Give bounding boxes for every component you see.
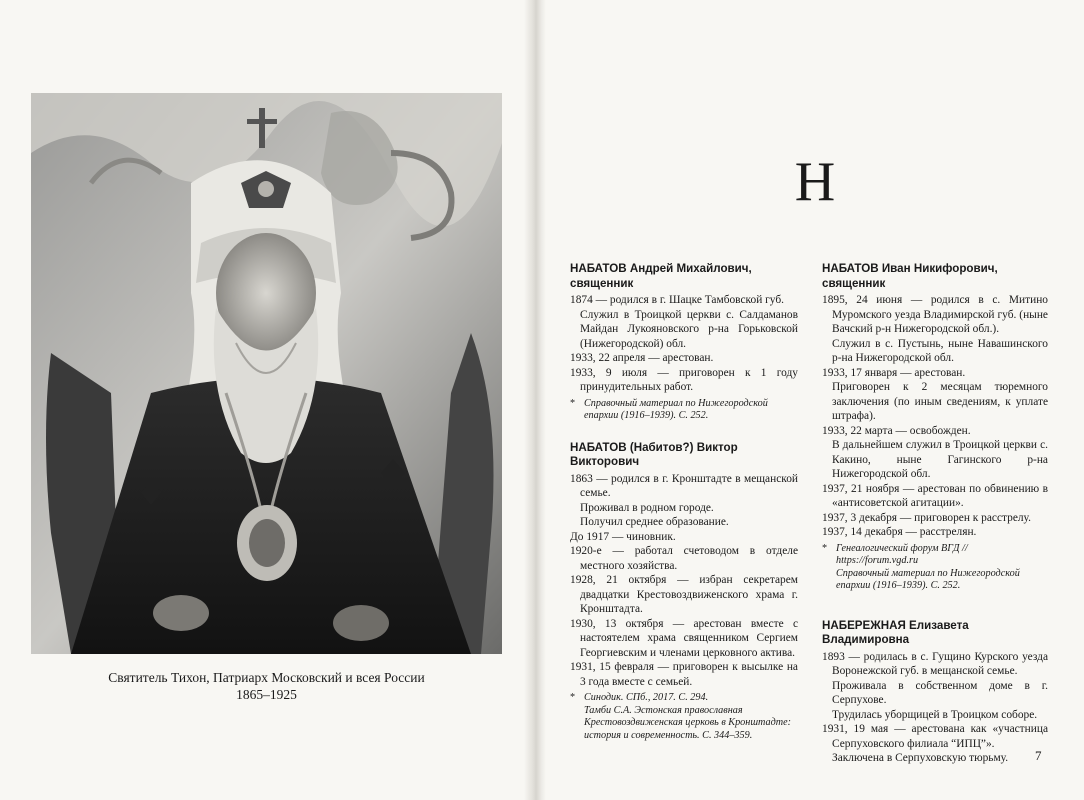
entry-line: До 1917 — чиновник. bbox=[570, 530, 676, 543]
source-text: Тамби С.А. Эстонская православная Крестовоздвиженская церковь в Кронштадте: история и современность. С. 344–359. bbox=[584, 704, 792, 741]
entry-heading: НАБАТОВ (Набитов?) Виктор Викторович bbox=[570, 440, 738, 468]
source-note bbox=[570, 692, 798, 742]
entry-line: 1937, 14 декабря — расстрелян. bbox=[822, 526, 977, 538]
entry-line: Проживал в родном городе. bbox=[580, 501, 714, 514]
asterisk-icon: * bbox=[822, 542, 828, 554]
entry-line: 1933, 22 марта — освобожден. bbox=[822, 424, 971, 437]
entry-line: 1933, 22 апреля — арестован. bbox=[570, 352, 714, 364]
entry-line: Трудилась уборщицей в Троицком соборе. bbox=[832, 708, 1038, 721]
entry-nabatov-ivan bbox=[822, 262, 1048, 593]
entry-line: 1895, 24 июня — родился в с. Митино Муромского уезда Владимирской губ. (ныне Вачский р-н Нижегородской обл.). bbox=[822, 294, 1048, 335]
source-text: Генеалогический форум ВГД // https://forum.vgd.ru bbox=[836, 542, 968, 566]
caption-years: 1865–1925 bbox=[236, 687, 297, 702]
entry-line: 1931, 19 мая — арестована как «участница Серпуховского филиала “ИПЦ”». bbox=[822, 723, 1048, 750]
column-right bbox=[822, 262, 1048, 766]
entry-line: 1893 — родилась в с. Гущино Курского уезда Воронежской губ. в мещанской семье. bbox=[822, 650, 1048, 677]
caption-title: Святитель Тихон, Патриарх Московский и всея России bbox=[108, 670, 425, 685]
entry-line: Получил среднее образование. bbox=[580, 516, 729, 528]
source-note bbox=[822, 543, 1048, 593]
entry-line: В дальнейшем служил в Троицкой церкви с. Какино, ныне Гагинского р-на Нижегородской обл. bbox=[832, 439, 1048, 480]
section-letter: Н bbox=[794, 151, 836, 213]
page-number: 7 bbox=[1035, 748, 1042, 763]
entry-heading: НАБАТОВ Андрей Михайлович, священник bbox=[570, 262, 752, 290]
entry-heading: НАБАТОВ Иван Никифорович, священник bbox=[822, 262, 998, 290]
entry-nabatov-viktor bbox=[570, 441, 798, 743]
patriarch-photograph bbox=[31, 93, 502, 654]
entry-line: Служил в с. Пустынь, ныне Навашинского р-на Нижегородской обл. bbox=[832, 337, 1048, 364]
entry-line: 1928, 21 октября — избран секретарем двадцатки Крестовоздвиженского храма г. Кронштадта. bbox=[570, 574, 798, 615]
entry-line: Проживала в собственном доме в г. Серпухове. bbox=[832, 679, 1048, 706]
source-text: Синодик. СПб., 2017. С. 294. bbox=[584, 692, 709, 703]
entry-line: Приговорен к 2 месяцам тюремного заключения (по иным сведениям, к уплате штрафа). bbox=[832, 381, 1048, 422]
entry-line: 1930, 13 октября — арестован вместе с настоятелем храма священником Сергием Георгиевским и членами церковного актива. bbox=[570, 617, 798, 659]
source-text: Справочный материал по Нижегородской епархии (1916–1939). С. 252. bbox=[584, 397, 768, 421]
asterisk-icon: * bbox=[570, 692, 576, 703]
entry-line: 1933, 9 июля — приговорен к 1 году принудительных работ. bbox=[570, 366, 798, 393]
entry-line: 1937, 21 ноября — арестован по обвинению в «антисоветской агитации». bbox=[822, 482, 1048, 509]
entry-line: Служил в Троицкой церкви с. Салдаманов Майдан Лукояновского р-на Горьковской (Нижегородской) обл. bbox=[580, 308, 798, 350]
column-left bbox=[570, 262, 798, 742]
entry-line: 1874 — родился в г. Шацке Тамбовской губ. bbox=[570, 294, 785, 306]
book-gutter bbox=[524, 0, 546, 800]
entry-line: 1931, 15 февраля — приговорен к высылке на 3 года вместе с семьей. bbox=[570, 661, 798, 688]
entry-naberezhnaya-elizaveta bbox=[822, 619, 1048, 766]
entry-line: 1937, 3 декабря — приговорен к расстрелу. bbox=[822, 511, 1031, 524]
entry-line: 1863 — родился в г. Кронштадте в мещанской семье. bbox=[570, 472, 798, 499]
source-note bbox=[570, 398, 798, 423]
photo-caption bbox=[31, 669, 502, 703]
entry-line: 1920-е — работал счетоводом в отделе местного хозяйства. bbox=[570, 545, 798, 572]
source-text: Справочный материал по Нижегородской епархии (1916–1939). С. 252. bbox=[836, 567, 1020, 591]
asterisk-icon: * bbox=[570, 397, 576, 409]
entry-heading: НАБЕРЕЖНАЯ Елизавета Владимировна bbox=[822, 618, 969, 646]
entry-nabatov-andrey bbox=[570, 262, 798, 423]
entry-line: 1933, 17 января — арестован. bbox=[822, 366, 966, 379]
entry-line: Заключена в Серпуховскую тюрьму. bbox=[832, 752, 1009, 764]
